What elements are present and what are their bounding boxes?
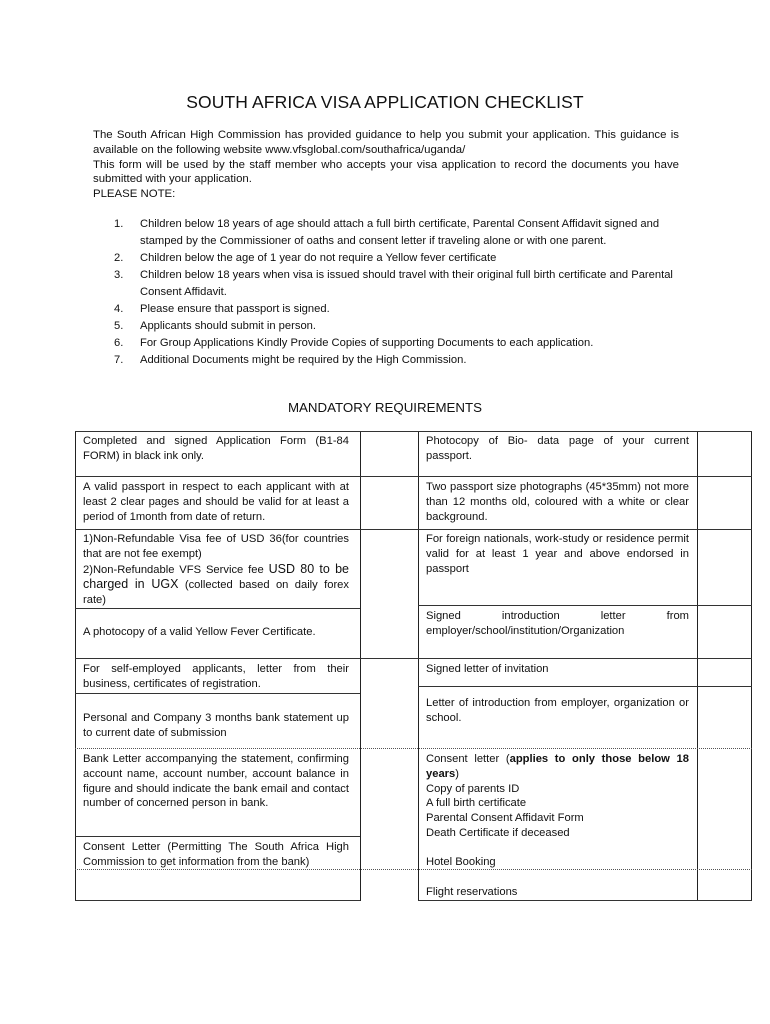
req-biodata-copy: Photocopy of Bio- data page of your current passport.	[426, 435, 689, 462]
table-border-left	[75, 431, 76, 901]
req-fees: 1)Non-Refundable Visa fee of USD 36(for countries that are not fee exempt) 2)Non-Refundable VFS Service fee USD 80 to be charged in UGX (collected based on daily forex rate)	[83, 533, 350, 607]
list-item: 3. Children below 18 years when visa is issued should travel with their original full birth certificate and Parental Consent Affidavit.	[114, 269, 673, 298]
table-divider-3	[697, 431, 698, 901]
table-border-bottom	[418, 900, 752, 901]
req-valid-passport: A valid passport in respect to each applicant with at least 2 clear pages and should be valid for at least a period of 1month from date of return.	[83, 481, 349, 523]
list-item: 2. Children below the age of 1 year do not require a Yellow fever certificate	[114, 252, 497, 264]
row-divider	[75, 748, 752, 749]
list-item: 4. Please ensure that passport is signed.	[114, 303, 330, 315]
row-divider	[75, 529, 752, 530]
req-photographs: Two passport size photographs (45*35mm) not more than 12 months old, coloured with a white or clear background.	[426, 481, 689, 523]
notes-list	[93, 216, 693, 369]
req-flight-reservations: Flight reservations	[426, 886, 518, 898]
row-divider	[75, 608, 360, 609]
row-divider	[418, 686, 752, 687]
row-divider	[75, 658, 752, 659]
row-divider	[75, 476, 752, 477]
table-border-bottom	[75, 900, 360, 901]
req-self-employed: For self-employed applicants, letter from their business, certificates of registration.	[83, 663, 349, 690]
page-title: SOUTH AFRICA VISA APPLICATION CHECKLIST	[186, 92, 584, 112]
req-consent-letter-minors: Consent letter (applies to only those below 18 years) Copy of parents ID A full birth certificate Parental Consent Affidavit Form Death Certificate if deceased	[426, 753, 689, 839]
please-note-label: PLEASE NOTE:	[93, 188, 176, 201]
req-yellow-fever: A photocopy of a valid Yellow Fever Certificate.	[83, 626, 316, 638]
row-divider	[75, 693, 360, 694]
req-hotel-booking: Hotel Booking	[426, 856, 496, 868]
req-bank-letter: Bank Letter accompanying the statement, confirming account name, account number, account balance in figure and should indicate the bank email and contact number of concerned person in bank.	[83, 753, 349, 810]
req-introduction-letter: Signed introduction letter from employer/school/institution/Organization	[426, 610, 689, 637]
req-consent-letter-bank: Consent Letter (Permitting The South Africa High Commission to get information from the bank)	[83, 841, 349, 868]
intro-form-purpose: This form will be used by the staff member who accepts your visa application to record the documents you have submitted with your application.	[93, 158, 679, 186]
req-employer-letter: Letter of introduction from employer, organization or school.	[426, 697, 689, 724]
table-border-right	[751, 431, 752, 901]
req-invitation-letter: Signed letter of invitation	[426, 663, 549, 675]
list-item: 1. Children below 18 years of age should attach a full birth certificate, Parental Consent Affidavit signed and stamped by the Commissioner of oaths and consent letter if traveling alone or with one parent.	[114, 218, 660, 247]
table-divider-2	[418, 431, 419, 901]
req-bank-statement: Personal and Company 3 months bank statement up to current date of submission	[83, 712, 349, 739]
table-border-top	[75, 431, 752, 432]
list-item: 5. Applicants should submit in person.	[114, 320, 316, 332]
table-divider-1	[360, 431, 361, 901]
row-divider	[75, 836, 360, 837]
row-divider	[418, 605, 752, 606]
intro-guidance: The South African High Commission has provided guidance to help you submit your application. This guidance is available on the following website www.vfsglobal.com/southafrica/uganda/	[93, 129, 679, 156]
intro-section	[93, 128, 679, 202]
req-application-form: Completed and signed Application Form (B1-84 FORM) in black ink only.	[83, 435, 349, 462]
requirements-title: MANDATORY REQUIREMENTS	[287, 400, 483, 415]
requirements-table	[75, 431, 752, 901]
list-item: 6. For Group Applications Kindly Provide Copies of supporting Documents to each application.	[114, 337, 594, 349]
req-permit: For foreign nationals, work-study or residence permit valid for at least 1 year and above endorsed in passport	[426, 533, 689, 575]
list-item: 7. Additional Documents might be required by the High Commission.	[114, 354, 467, 366]
